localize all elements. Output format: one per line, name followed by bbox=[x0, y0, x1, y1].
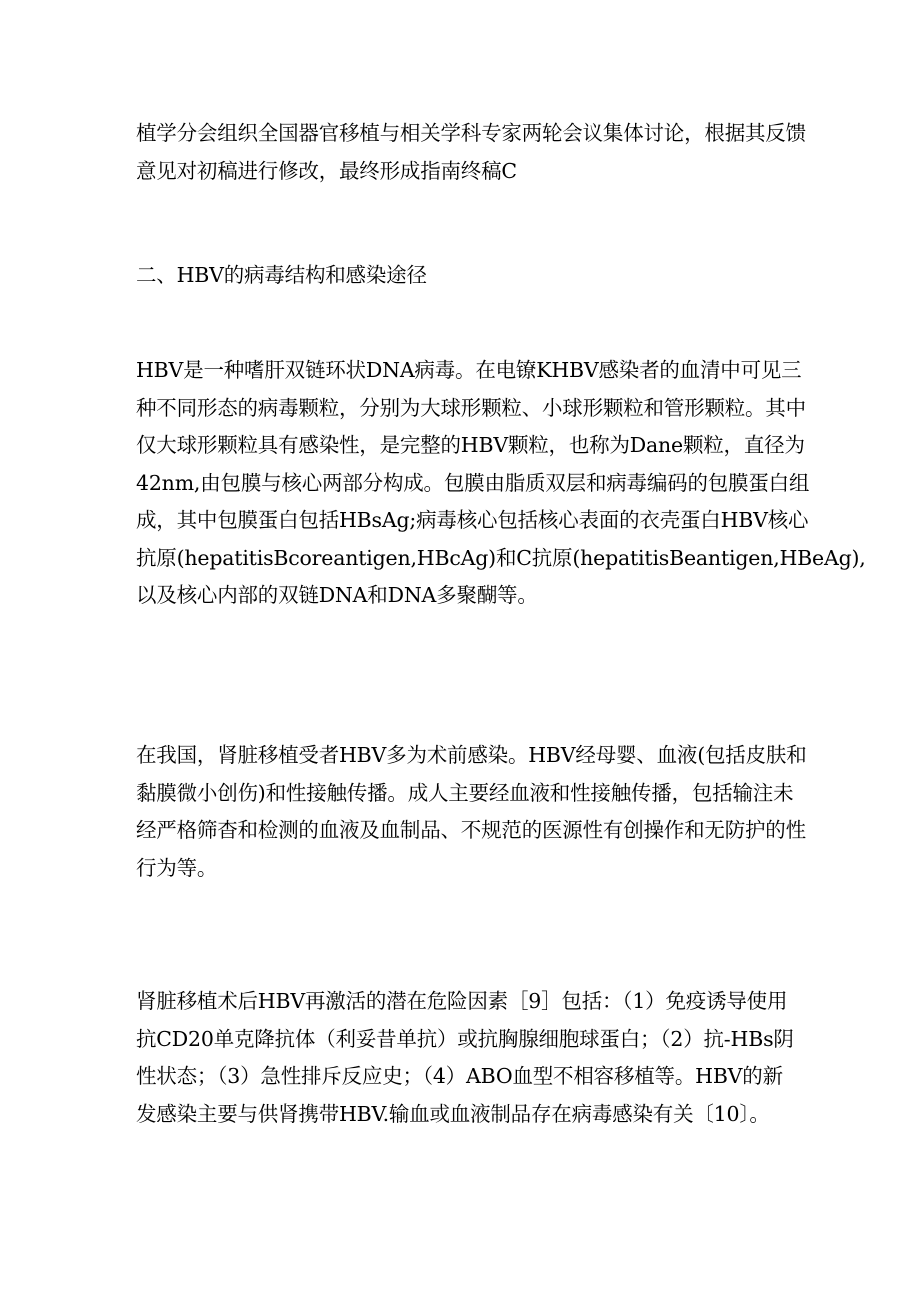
text-line: 仅大球形颗粒具有感染性，是完整的HBV颗粒，也称为Dane颗粒，直径为 bbox=[136, 433, 805, 457]
paragraph-risk-factors bbox=[136, 983, 792, 1133]
text-line: 42nm,由包膜与核心两部分构成。包膜由脂质双层和病毒编码的包膜蛋白组 bbox=[136, 470, 810, 495]
text-line: 以及核心内部的双链DNA和DNA多聚醐等。 bbox=[136, 583, 538, 607]
text-line: 行为等。 bbox=[136, 855, 218, 880]
text-line: 性状态；（3）急性排斥反应史；（4）ABO血型不相容移植等。HBV的新 bbox=[136, 1064, 783, 1088]
text-line: 抗CD20单克降抗体（利妥昔单抗）或抗胸腺细胞球蛋白；（2）抗-HBs阴 bbox=[136, 1026, 794, 1051]
text-line: 意见对初稿进行修改，最终形成指南终稿C bbox=[136, 158, 517, 183]
paragraph-hbv-structure bbox=[136, 352, 866, 615]
text-line: 黏膜微小创伤)和性接触传播。成人主要经血液和性接触传播，包括输注未 bbox=[136, 780, 794, 805]
text-line: 经严格筛杳和检测的血液及血制品、不规范的医源性有创操作和无防护的性 bbox=[136, 818, 806, 842]
text-line: 发感染主要与供肾携带HBV.输血或血液制品存在病毒感染有关〔10〕。 bbox=[136, 1101, 770, 1126]
text-line: 肾脏移植术后HBV再激活的潜在危险因素［9］包括：（1）免疫诱导使用 bbox=[136, 989, 788, 1013]
text-line: 成，其中包膜蛋白包括HBsAg;病毒核心包括核心表面的衣壳蛋白HBV核心 bbox=[136, 508, 809, 532]
section-heading bbox=[136, 257, 792, 295]
text-line: 植学分会组织全国器官移植与相关学科专家两轮会议集体讨论，根据其反馈 bbox=[136, 121, 806, 145]
paragraph-transmission bbox=[136, 737, 807, 887]
text-line: 种不同形态的病毒颗粒，分别为大球形颗粒、小球形颗粒和管形颗粒。其中 bbox=[136, 395, 806, 420]
paragraph-review-process bbox=[136, 115, 806, 190]
text-line: 抗原(hepatitisBcoreantigen,HBcAg)和C抗原(hepatitisBeantigen,HBeAg), bbox=[136, 545, 866, 570]
text-line: HBV是一种嗜肝双链环状DNA病毒。在电镣KHBV感染者的血清中可见三 bbox=[136, 358, 802, 382]
text-line: 在我国，肾脏移植受者HBV多为术前感染。HBV经母婴、血液(包括皮肤和 bbox=[136, 743, 807, 767]
heading-text: 二、HBV的病毒结构和感染途径 bbox=[136, 263, 427, 287]
